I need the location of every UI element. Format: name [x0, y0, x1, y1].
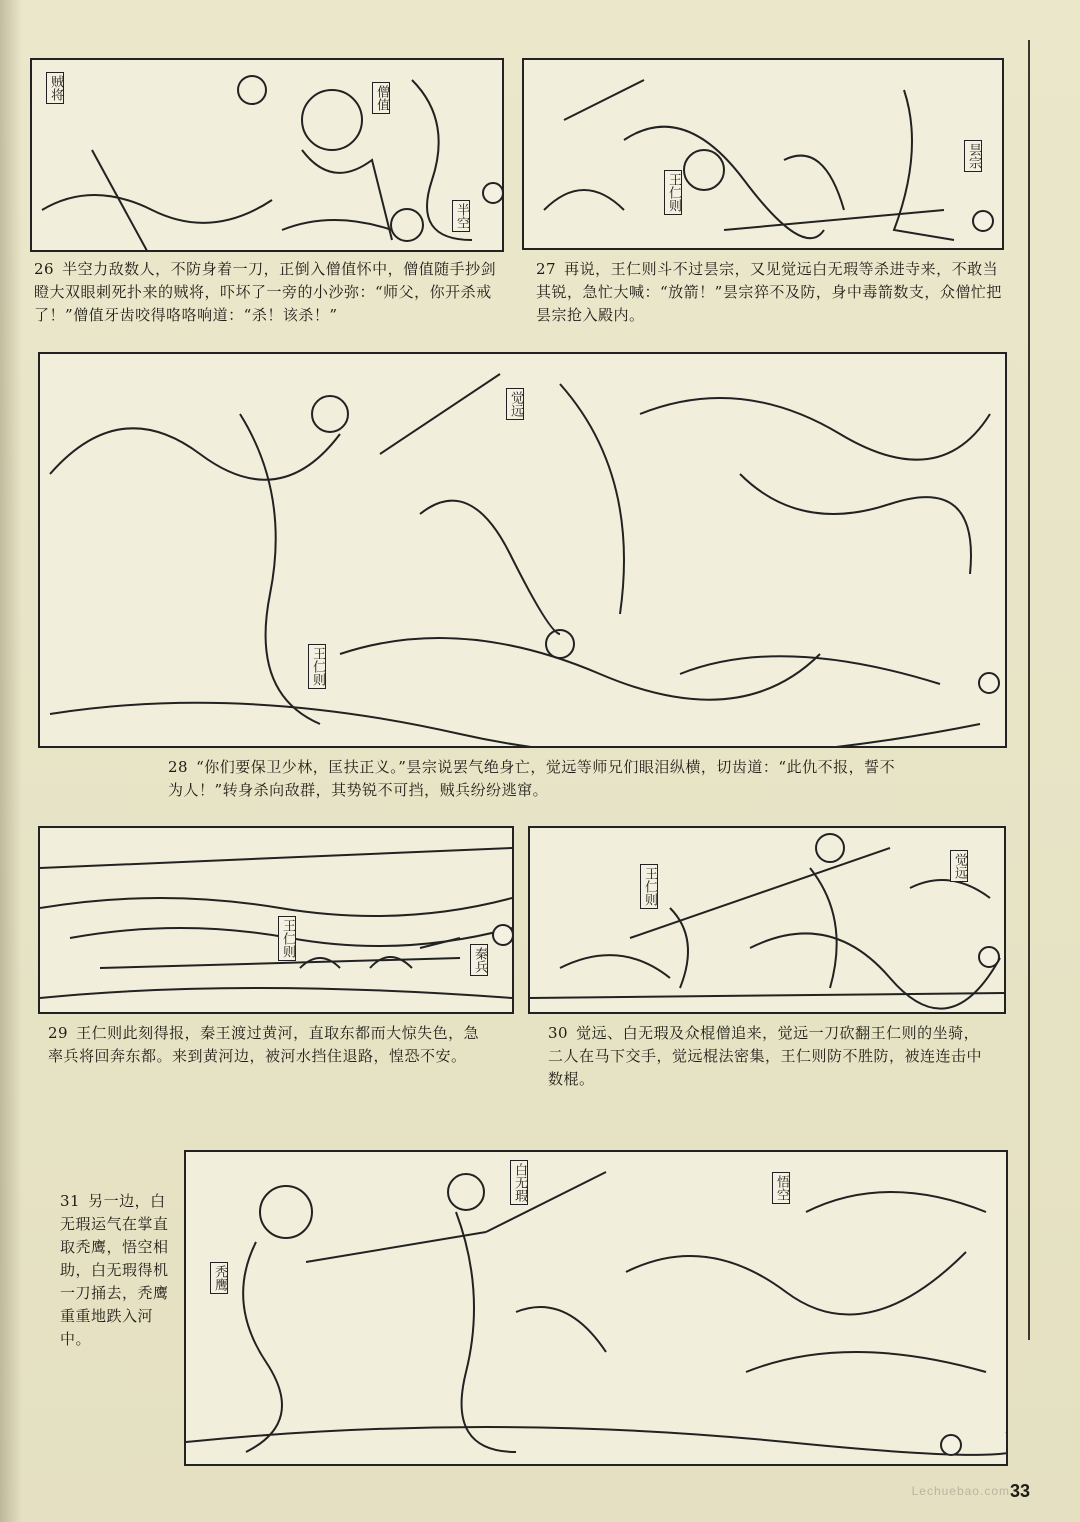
panel-29-tag-2: 秦兵 — [470, 944, 488, 976]
panel-27-number: 27 — [536, 260, 557, 278]
panel-29-illustration — [38, 826, 514, 1014]
panel-30-tag-2: 觉远 — [950, 850, 968, 882]
panel-26-drawing — [32, 60, 502, 250]
panel-27-tag-2: 昙宗 — [964, 140, 982, 172]
panel-30-drawing — [530, 828, 1004, 1012]
panel-30-seal — [978, 946, 1000, 968]
panel-26-tag-3: 半空 — [452, 200, 470, 232]
panel-29-caption — [48, 1022, 488, 1068]
panel-26-number: 26 — [34, 260, 55, 278]
panel-29-tag-1: 王仁则 — [278, 916, 296, 961]
panel-31-illustration — [184, 1150, 1008, 1466]
panel-27-drawing — [524, 60, 1002, 248]
panel-30-text: 觉远、白无瑕及众棍僧追来，觉远一刀砍翻王仁则的坐骑，二人在马下交手，觉远棍法密集，王仁则防不胜防，被连连击中数棍。 — [548, 1024, 983, 1088]
panel-26-text: 半空力敌数人，不防身着一刀，正倒入僧值怀中，僧值随手抄剑瞪大双眼刺死扑来的贼将，吓坏了一旁的小沙弥：“师父，你开杀戒了！”僧值牙齿咬得咯咯响道：“杀！该杀！” — [34, 260, 497, 324]
panel-26-caption — [34, 258, 502, 327]
panel-28-caption — [168, 756, 908, 802]
panel-26-tag-2: 僧值 — [372, 82, 390, 114]
panel-28-number: 28 — [168, 758, 189, 776]
panel-26-seal — [482, 182, 504, 204]
panel-27-illustration — [522, 58, 1004, 250]
panel-29-seal — [492, 924, 514, 946]
page-edge-line — [1028, 40, 1030, 1340]
watermark: Lechuebao.com — [911, 1484, 1010, 1498]
panel-26-tag-1: 贼将 — [46, 72, 64, 104]
panel-28-text: “你们要保卫少林，匡扶正义。”昙宗说罢气绝身亡，觉远等师兄们眼泪纵横，切齿道：“此仇不报，誓不为人！”转身杀向敌群，其势锐不可挡，贼兵纷纷逃窜。 — [168, 758, 896, 799]
panel-31-text: 另一边，白无瑕运气在掌直取秃鹰，悟空相助，白无瑕得机一刀捅去，秃鹰重重地跌入河中。 — [60, 1192, 169, 1348]
panel-30-illustration — [528, 826, 1006, 1014]
panel-30-tag-1: 王仁则 — [640, 864, 658, 909]
panel-31-tag-1: 白无瑕 — [510, 1160, 528, 1205]
panel-27-seal — [972, 210, 994, 232]
panel-28-tag-1: 觉远 — [506, 388, 524, 420]
panel-28-tag-2: 王仁则 — [308, 644, 326, 689]
panel-29-text: 王仁则此刻得报，秦王渡过黄河，直取东都而大惊失色，急率兵将回奔东都。来到黄河边，被河水挡住退路，惶恐不安。 — [48, 1024, 480, 1065]
panel-27-text: 再说，王仁则斗不过昙宗，又见觉远白无瑕等杀进寺来，不敢当其锐，急忙大喊：“放箭！”昙宗猝不及防，身中毒箭数支，众僧忙把昙宗抢入殿内。 — [536, 260, 1002, 324]
panel-31-tag-2: 悟空 — [772, 1172, 790, 1204]
panel-27-tag-1: 王仁则 — [664, 170, 682, 215]
panel-28-illustration — [38, 352, 1007, 748]
panel-30-number: 30 — [548, 1024, 569, 1042]
panel-29-number: 29 — [48, 1024, 69, 1042]
panel-31-caption — [60, 1190, 172, 1351]
panel-31-tag-3: 秃鹰 — [210, 1262, 228, 1294]
panel-26-illustration — [30, 58, 504, 252]
panel-29-drawing — [40, 828, 512, 1012]
panel-30-caption — [548, 1022, 988, 1091]
panel-28-seal — [978, 672, 1000, 694]
panel-27-caption — [536, 258, 1006, 327]
page-number: 33 — [1009, 1481, 1030, 1501]
panel-31-drawing — [186, 1152, 1006, 1464]
panel-31-number: 31 — [60, 1192, 81, 1210]
panel-31-seal — [940, 1434, 962, 1456]
